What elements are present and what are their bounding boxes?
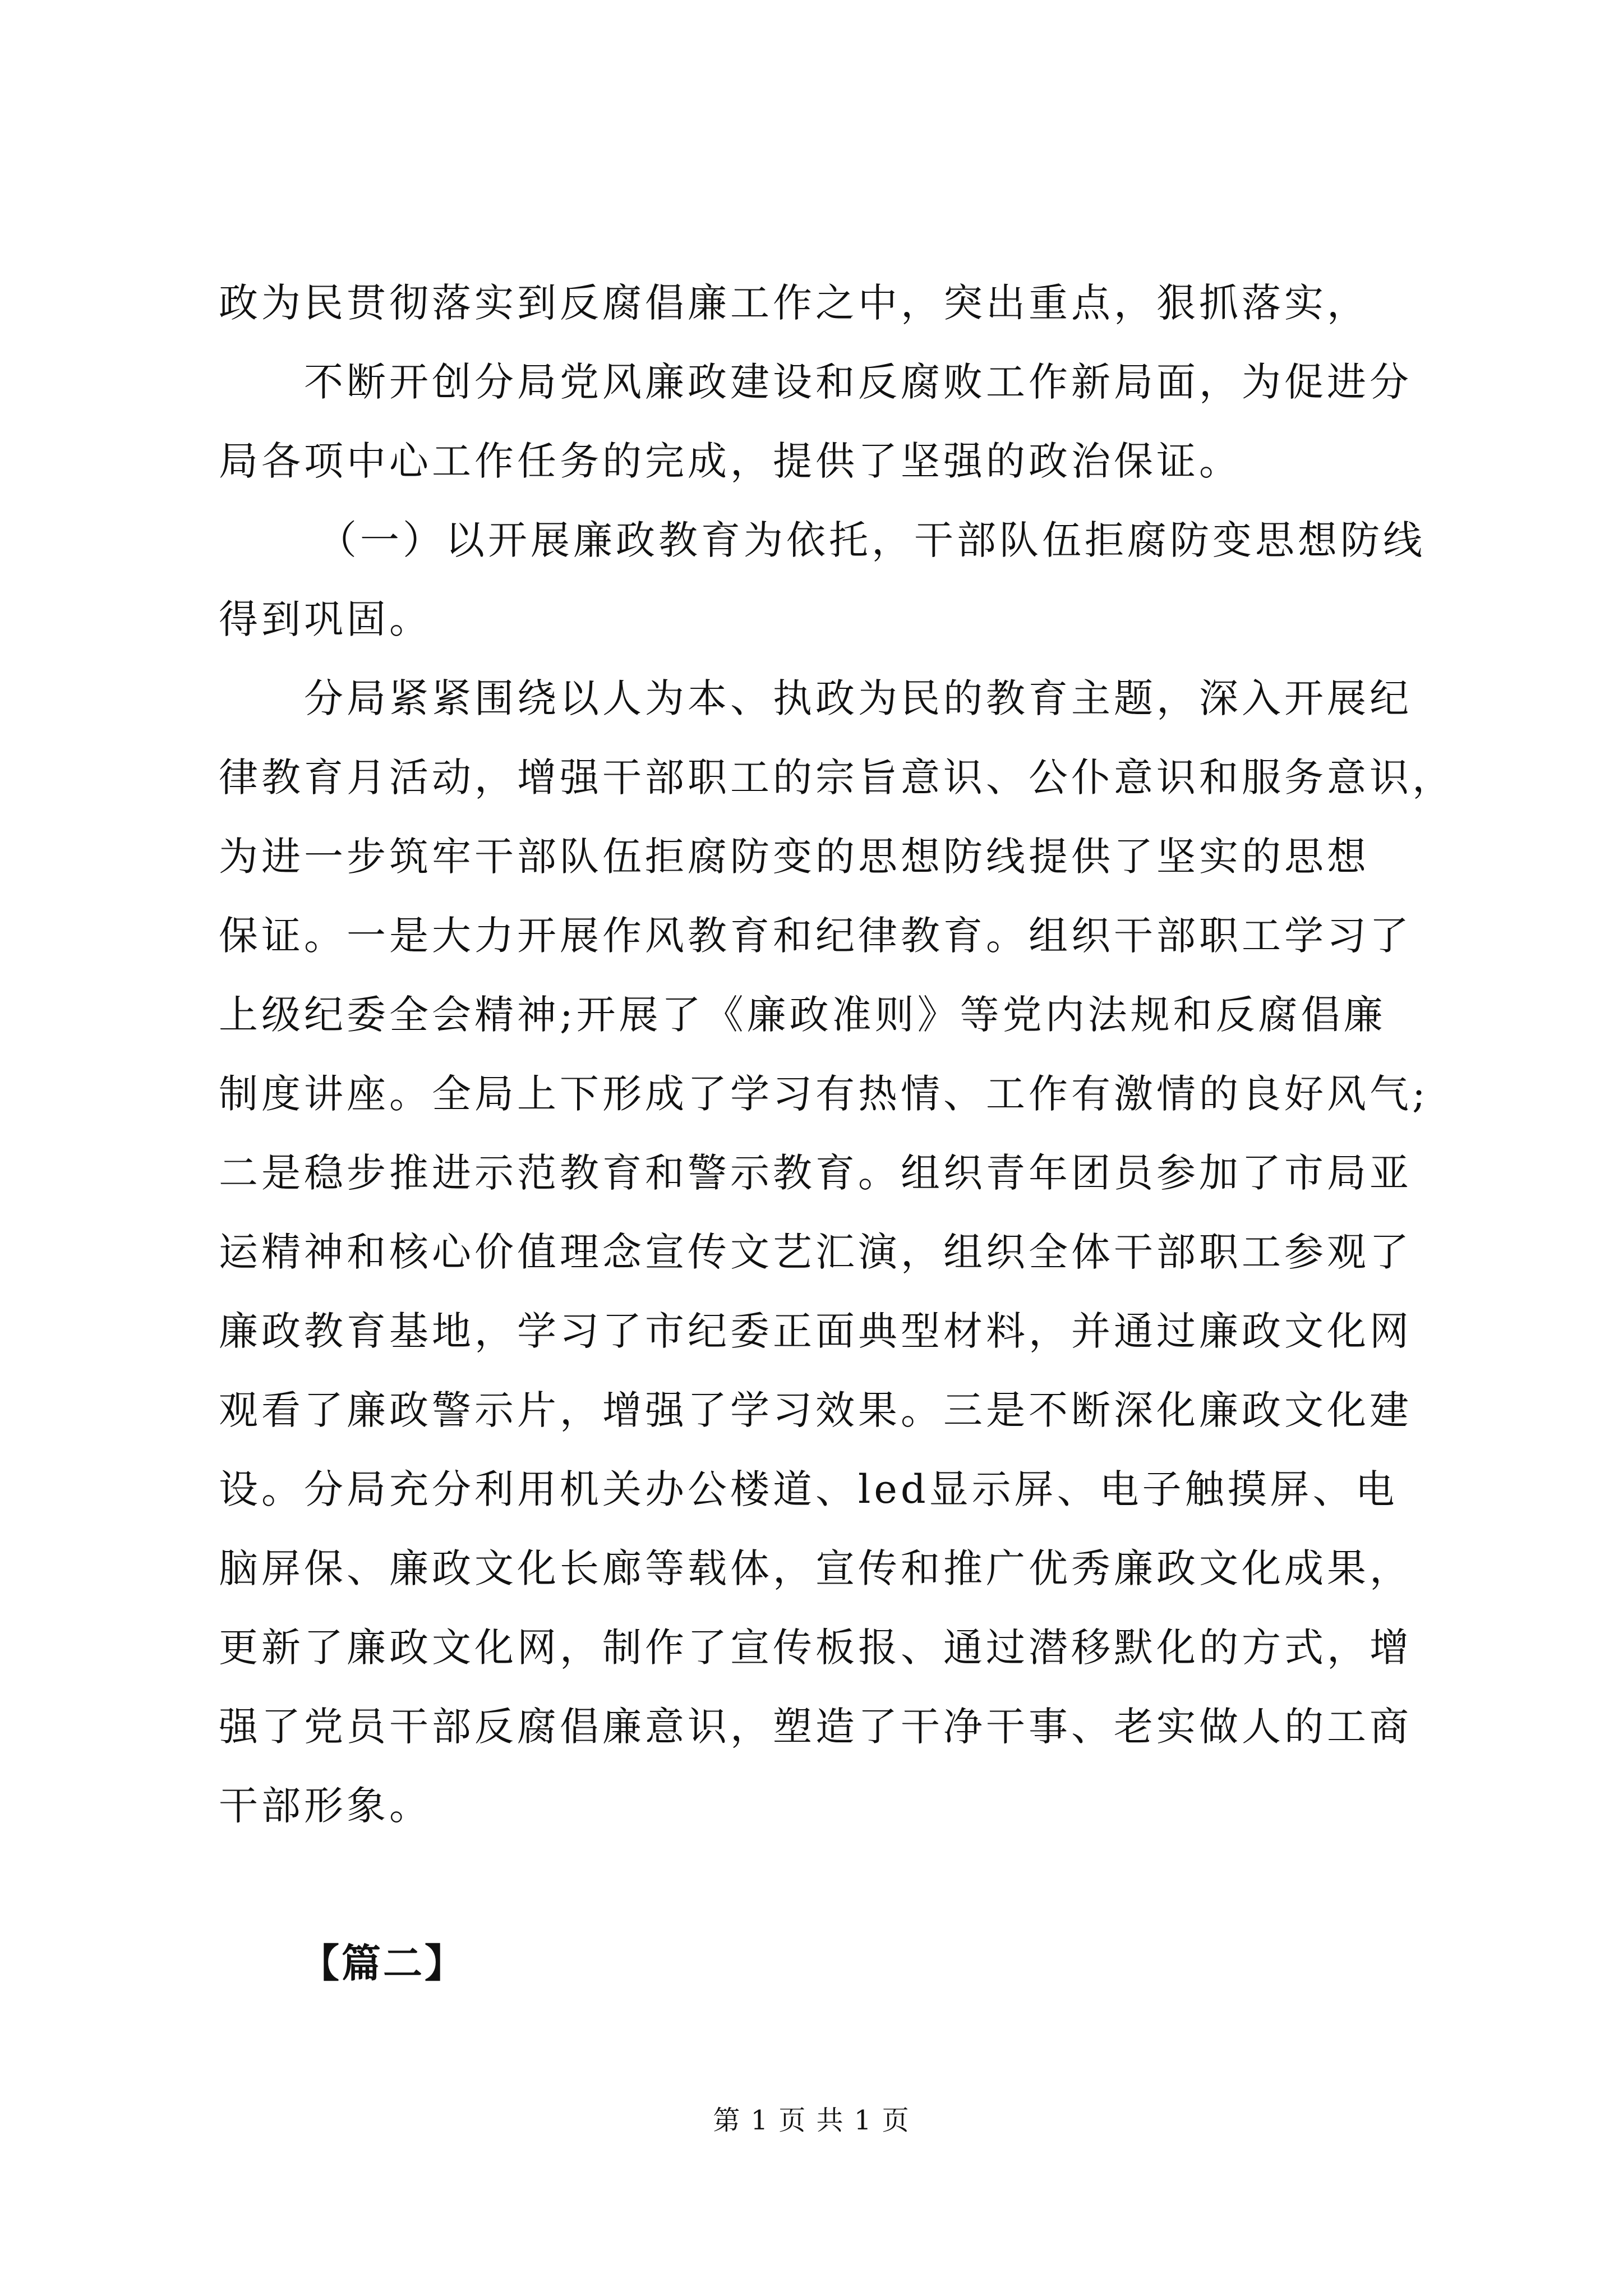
text-line: 政为民贯彻落实到反腐倡廉工作之中，突出重点，狠抓落实，: [219, 280, 1370, 326]
text-line: （一）以开展廉政教育为依托，干部队伍拒腐防变思想防线: [317, 517, 1426, 563]
text-line: 局各项中心工作任务的完成，提供了坚强的政治保证。: [219, 438, 1242, 484]
text-line: 不断开创分局党风廉政建设和反腐败工作新局面，为促进分: [304, 359, 1412, 405]
text-line: 强了党员干部反腐倡廉意识，塑造了干净干事、老实做人的工商: [219, 1704, 1412, 1750]
text-line: 得到巩固。: [219, 596, 432, 642]
text-line: 观看了廉政警示片，增强了学习效果。三是不断深化廉政文化建: [219, 1387, 1412, 1433]
text-line: 设。分局充分利用机关办公楼道、led显示屏、电子触摸屏、电: [219, 1466, 1398, 1512]
document-body: [219, 264, 1455, 1846]
text-line: 运精神和核心价值理念宣传文艺汇演，组织全体干部职工参观了: [219, 1229, 1412, 1275]
text-line: 二是稳步推进示范教育和警示教育。组织青年团员参加了市局亚: [219, 1150, 1412, 1196]
text-line: 脑屏保、廉政文化长廊等载体，宣传和推广优秀廉政文化成果，: [219, 1545, 1412, 1591]
section-heading: 【篇二】: [300, 1940, 466, 1986]
text-line: 制度讲座。全局上下形成了学习有热情、工作有激情的良好风气;: [219, 1071, 1429, 1117]
text-line: 分局紧紧围绕以人为本、执政为民的教育主题，深入开展纪: [304, 675, 1412, 721]
text-line: 干部形象。: [219, 1783, 432, 1829]
page-footer: 第 1 页 共 1 页: [713, 2105, 910, 2136]
text-line: 更新了廉政文化网，制作了宣传板报、通过潜移默化的方式，增: [219, 1625, 1412, 1671]
text-line: 为进一步筑牢干部队伍拒腐防变的思想防线提供了坚实的思想: [219, 834, 1370, 880]
text-line: 上级纪委全会精神;开展了《廉政准则》等党内法规和反腐倡廉: [219, 992, 1386, 1038]
text-line: 廉政教育基地，学习了市纪委正面典型材料，并通过廉政文化网: [219, 1308, 1412, 1354]
text-line: 保证。一是大力开展作风教育和纪律教育。组织干部职工学习了: [219, 913, 1412, 959]
text-line: 律教育月活动，增强干部职工的宗旨意识、公仆意识和服务意识，: [219, 754, 1455, 800]
